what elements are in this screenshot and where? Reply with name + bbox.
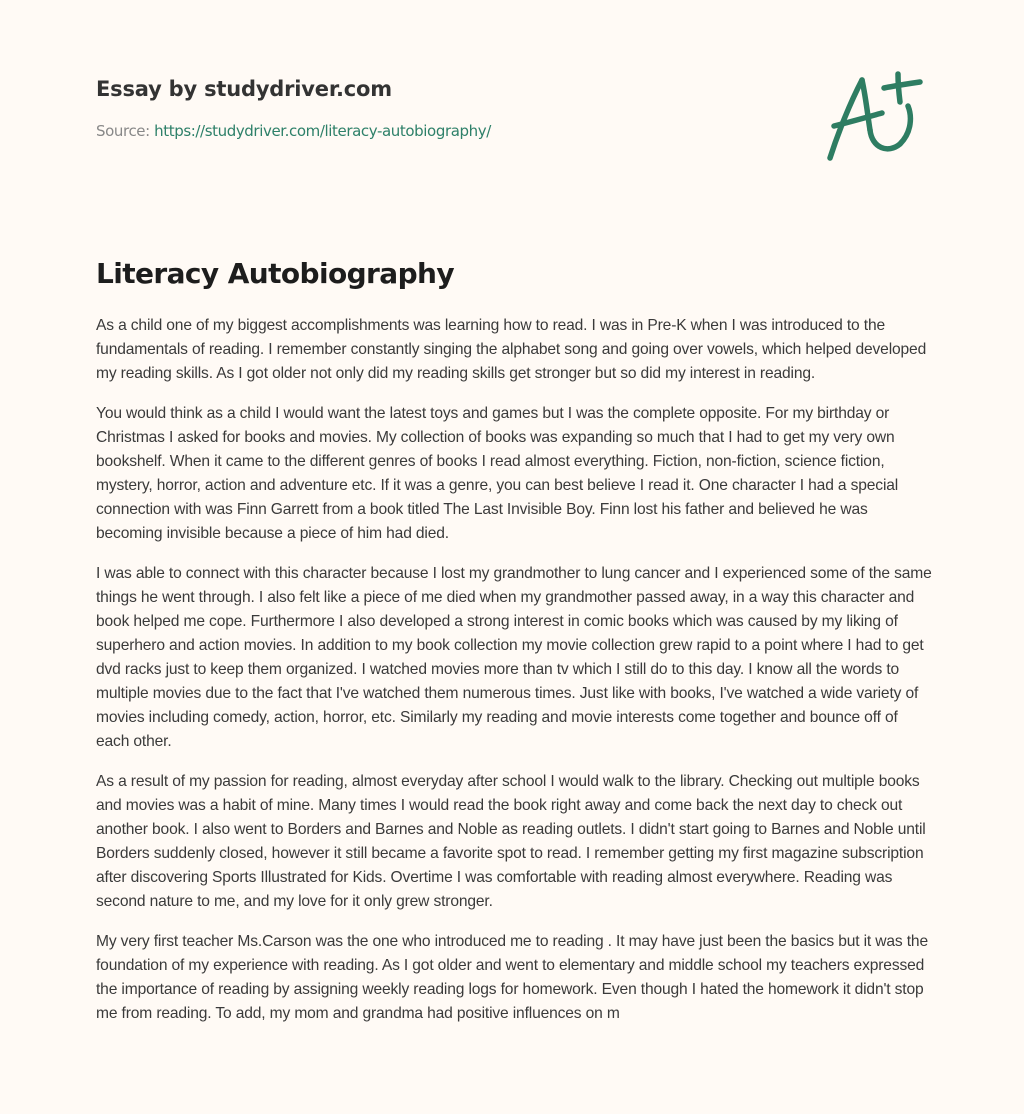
essay-paragraph-2: You would think as a child I would want the latest toys and games but I was the complete opposite. For my birthday or Christmas I asked for books and movies. My collection of books was expanding so much that I had to get my very own bookshelf. When it came to the different genres of books I read almost everything. Fiction, non-fiction, science fiction, mystery, horror, action and adventure etc. If it was a genre, you can best believe I read it. One character I had a special connection with was Finn Garrett from a book titled The Last Invisible Boy. Finn lost his father and believed he was becoming invisible because a piece of him had died.	[96, 405, 899, 542]
essay-title: Literacy Autobiography	[96, 257, 454, 290]
a-plus-grade-icon	[820, 68, 930, 168]
essay-paragraph-3: I was able to connect with this character because I lost my grandmother to lung cancer and I experienced some of the same things he went through. I also felt like a piece of me died when my grandmother passed away, in a way this character and book helped me cope. Furthermore I also developed a strong interest in comic books which was caused by my liking of superhero and action movies. In addition to my book collection my movie collection grew rapid to a point where I had to get dvd racks just to keep them organized. I watched movies more than tv which I still do to this day. I know all the words to multiple movies due to the fact that I've watched them numerous times. Just like with books, I've watched a wide variety of movies including comedy, action, horror, etc. Similarly my reading and movie interests come together and bounce off of each other.	[96, 565, 932, 750]
essay-paragraph-5: My very first teacher Ms.Carson was the one who introduced me to reading . It may have just been the basics but it was the foundation of my experience with reading. As I got older and went to elementary and middle school my teachers expressed the importance of reading by assigning weekly reading logs for homework. Even though I hated the homework it didn't stop me from reading. To add, my mom and grandma had positive influences on m	[96, 933, 928, 1022]
source-label: Source:	[96, 122, 155, 140]
essay-paragraph-4: As a result of my passion for reading, almost everyday after school I would walk to the library. Checking out multiple books and movies was a habit of mine. Many times I would read the book right away and come back the next day to check out another book. I also went to Borders and Barnes and Noble as reading outlets. I didn't start going to Barnes and Noble until Borders suddenly closed, however it still became a favorite spot to read. I remember getting my first magazine subscription after discovering Sports Illustrated for Kids. Overtime I was comfortable with reading almost everywhere. Reading was second nature to me, and my love for it only grew stronger.	[96, 773, 926, 910]
essay-paragraph-1: As a child one of my biggest accomplishments was learning how to read. I was in Pre-K when I was introduced to the fundamentals of reading. I remember constantly singing the alphabet song and going over vowels, which helped developed my reading skills. As I got older not only did my reading skills get stronger but so did my interest in reading.	[96, 317, 927, 382]
source-line	[96, 121, 696, 141]
essay-body	[96, 314, 932, 1042]
source-link[interactable]: https://studydriver.com/literacy-autobiography/	[154, 122, 491, 140]
page-header	[96, 74, 696, 141]
site-title: Essay by studydriver.com	[96, 77, 392, 101]
